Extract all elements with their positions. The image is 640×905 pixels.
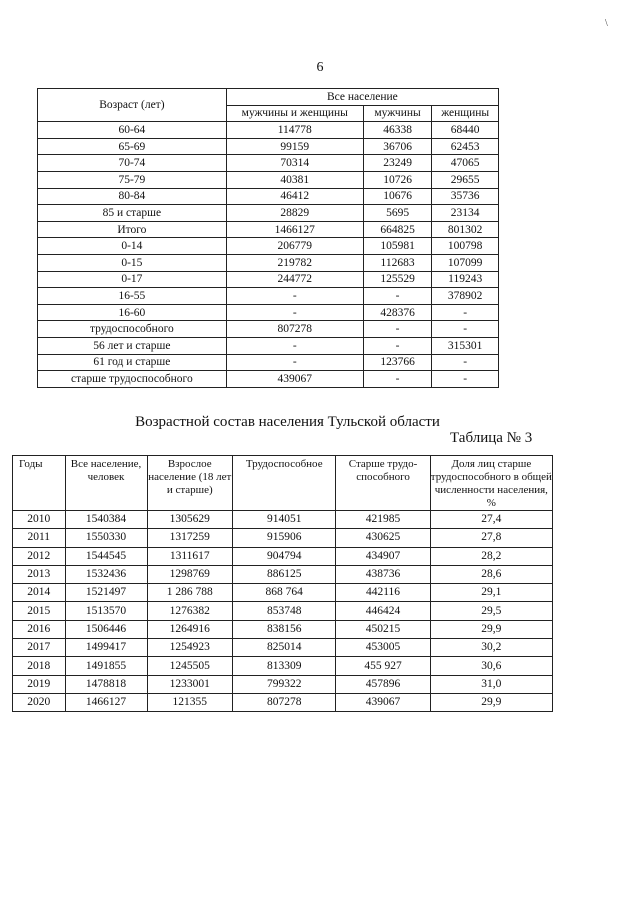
cell-age: 70-74 xyxy=(38,155,227,172)
cell-men: - xyxy=(363,321,432,338)
cell-share: 28,6 xyxy=(430,565,552,583)
table-row xyxy=(13,639,553,657)
cell-older: 446424 xyxy=(336,602,430,620)
cell-women: - xyxy=(432,371,499,388)
header-men-and-women: мужчины и женщины xyxy=(226,105,363,122)
cell-men: 125529 xyxy=(363,271,432,288)
cell-men: 36706 xyxy=(363,138,432,155)
cell-share: 27,8 xyxy=(430,529,552,547)
cell-total: 1532436 xyxy=(65,565,147,583)
cell-share: 29,5 xyxy=(430,602,552,620)
cell-adult: 1245505 xyxy=(147,657,233,675)
table-row xyxy=(38,321,499,338)
cell-year: 2019 xyxy=(13,675,66,693)
cell-both: 70314 xyxy=(226,155,363,172)
table-row xyxy=(13,511,553,529)
cell-adult: 1305629 xyxy=(147,511,233,529)
cell-women: 35736 xyxy=(432,188,499,205)
cell-year: 2018 xyxy=(13,657,66,675)
cell-working: 807278 xyxy=(233,693,336,711)
cell-share: 29,9 xyxy=(430,693,552,711)
cell-total: 1466127 xyxy=(65,693,147,711)
cell-both: 244772 xyxy=(226,271,363,288)
cell-year: 2016 xyxy=(13,620,66,638)
page-number: 6 xyxy=(316,60,324,75)
cell-women: 23134 xyxy=(432,205,499,222)
cell-men: 10676 xyxy=(363,188,432,205)
table-row xyxy=(38,337,499,354)
table-row xyxy=(13,529,553,547)
cell-year: 2012 xyxy=(13,547,66,565)
cell-older: 453005 xyxy=(336,639,430,657)
header-women: женщины xyxy=(432,105,499,122)
cell-men: 112683 xyxy=(363,254,432,271)
table-row xyxy=(38,288,499,305)
table-row xyxy=(38,354,499,371)
cell-both: 219782 xyxy=(226,254,363,271)
cell-men: 5695 xyxy=(363,205,432,222)
cell-working: 799322 xyxy=(233,675,336,693)
cell-adult: 1264916 xyxy=(147,620,233,638)
cell-older: 430625 xyxy=(336,529,430,547)
table-row xyxy=(13,602,553,620)
table-row xyxy=(38,171,499,188)
cell-total: 1491855 xyxy=(65,657,147,675)
cell-older: 439067 xyxy=(336,693,430,711)
table-row xyxy=(38,155,499,172)
cell-age: 16-60 xyxy=(38,304,227,321)
cell-both: 206779 xyxy=(226,238,363,255)
table-row xyxy=(13,565,553,583)
table-label: Таблица № 3 xyxy=(450,430,533,446)
cell-both: 28829 xyxy=(226,205,363,222)
cell-working: 838156 xyxy=(233,620,336,638)
cell-older: 455 927 xyxy=(336,657,430,675)
table-row xyxy=(38,254,499,271)
cell-adult: 121355 xyxy=(147,693,233,711)
header-adult-population: Взрослое население (18 лет и старше) xyxy=(147,456,233,511)
cell-both: - xyxy=(226,304,363,321)
cell-women: 119243 xyxy=(432,271,499,288)
cell-women: 801302 xyxy=(432,221,499,238)
section-title: Возрастной состав населения Тульской области xyxy=(135,414,440,430)
cell-year: 2020 xyxy=(13,693,66,711)
table-row xyxy=(38,371,499,388)
cell-women: 62453 xyxy=(432,138,499,155)
cell-women: 29655 xyxy=(432,171,499,188)
table-row xyxy=(13,693,553,711)
table-row xyxy=(13,657,553,675)
cell-men: - xyxy=(363,371,432,388)
header-years: Годы xyxy=(13,456,66,511)
cell-age: 16-55 xyxy=(38,288,227,305)
table-row xyxy=(38,238,499,255)
header-total-population: Все население, человек xyxy=(65,456,147,511)
cell-older: 434907 xyxy=(336,547,430,565)
table-row xyxy=(38,221,499,238)
age-table-body xyxy=(38,122,499,388)
cell-year: 2011 xyxy=(13,529,66,547)
cell-women: - xyxy=(432,354,499,371)
cell-share: 27,4 xyxy=(430,511,552,529)
cell-working: 868 764 xyxy=(233,584,336,602)
cell-share: 30,6 xyxy=(430,657,552,675)
cell-both: 46412 xyxy=(226,188,363,205)
cell-year: 2014 xyxy=(13,584,66,602)
cell-women: 378902 xyxy=(432,288,499,305)
table-row xyxy=(13,584,553,602)
cell-working: 915906 xyxy=(233,529,336,547)
cell-older: 457896 xyxy=(336,675,430,693)
cell-total: 1506446 xyxy=(65,620,147,638)
cell-age: 75-79 xyxy=(38,171,227,188)
table-row xyxy=(13,620,553,638)
cell-working: 914051 xyxy=(233,511,336,529)
cell-age: старше трудоспособного xyxy=(38,371,227,388)
cell-both: - xyxy=(226,354,363,371)
cell-working: 904794 xyxy=(233,547,336,565)
cell-both: - xyxy=(226,337,363,354)
cell-year: 2015 xyxy=(13,602,66,620)
cell-age: 60-64 xyxy=(38,122,227,139)
header-share-older: Доля лиц старше трудоспособного в общей численности населения, % xyxy=(430,456,552,511)
header-men: мужчины xyxy=(363,105,432,122)
cell-age: Итого xyxy=(38,221,227,238)
cell-both: 114778 xyxy=(226,122,363,139)
cell-men: 105981 xyxy=(363,238,432,255)
cell-adult: 1254923 xyxy=(147,639,233,657)
cell-both: - xyxy=(226,288,363,305)
cell-men: - xyxy=(363,288,432,305)
cell-adult: 1276382 xyxy=(147,602,233,620)
cell-total: 1499417 xyxy=(65,639,147,657)
cell-working: 853748 xyxy=(233,602,336,620)
header-age: Возраст (лет) xyxy=(38,89,227,122)
cell-age: 0-15 xyxy=(38,254,227,271)
table-row xyxy=(38,304,499,321)
header-working-age: Трудоспособное xyxy=(233,456,336,511)
cell-men: - xyxy=(363,337,432,354)
cell-men: 123766 xyxy=(363,354,432,371)
table-row xyxy=(13,547,553,565)
table-row xyxy=(38,188,499,205)
table-row xyxy=(38,205,499,222)
cell-women: 315301 xyxy=(432,337,499,354)
cell-age: 0-17 xyxy=(38,271,227,288)
cell-adult: 1 286 788 xyxy=(147,584,233,602)
cell-year: 2010 xyxy=(13,511,66,529)
cell-share: 29,1 xyxy=(430,584,552,602)
cell-men: 23249 xyxy=(363,155,432,172)
cell-adult: 1233001 xyxy=(147,675,233,693)
cell-total: 1544545 xyxy=(65,547,147,565)
cell-adult: 1317259 xyxy=(147,529,233,547)
cell-adult: 1311617 xyxy=(147,547,233,565)
header-all-population: Все население xyxy=(226,89,498,106)
cell-age: 65-69 xyxy=(38,138,227,155)
cell-both: 40381 xyxy=(226,171,363,188)
cell-age: 80-84 xyxy=(38,188,227,205)
cell-total: 1550330 xyxy=(65,529,147,547)
cell-age: 61 год и старше xyxy=(38,354,227,371)
cell-total: 1513570 xyxy=(65,602,147,620)
cell-both: 807278 xyxy=(226,321,363,338)
cell-women: - xyxy=(432,304,499,321)
age-population-table xyxy=(37,88,499,388)
cell-working: 825014 xyxy=(233,639,336,657)
cell-adult: 1298769 xyxy=(147,565,233,583)
table-row xyxy=(38,138,499,155)
table-row xyxy=(38,271,499,288)
cell-both: 99159 xyxy=(226,138,363,155)
cell-share: 31,0 xyxy=(430,675,552,693)
cell-age: 0-14 xyxy=(38,238,227,255)
cell-share: 28,2 xyxy=(430,547,552,565)
cell-total: 1478818 xyxy=(65,675,147,693)
cell-women: - xyxy=(432,321,499,338)
header-older-than-working: Старше трудо-способного xyxy=(336,456,430,511)
cell-women: 68440 xyxy=(432,122,499,139)
cell-older: 442116 xyxy=(336,584,430,602)
cell-men: 664825 xyxy=(363,221,432,238)
cell-year: 2017 xyxy=(13,639,66,657)
cell-women: 107099 xyxy=(432,254,499,271)
cell-age: 56 лет и старше xyxy=(38,337,227,354)
age-composition-body xyxy=(13,511,553,712)
cell-share: 30,2 xyxy=(430,639,552,657)
cell-age: трудоспособного xyxy=(38,321,227,338)
cell-total: 1540384 xyxy=(65,511,147,529)
cell-age: 85 и старше xyxy=(38,205,227,222)
cell-older: 438736 xyxy=(336,565,430,583)
cell-women: 100798 xyxy=(432,238,499,255)
table-row xyxy=(38,122,499,139)
cell-year: 2013 xyxy=(13,565,66,583)
cell-men: 428376 xyxy=(363,304,432,321)
table-row xyxy=(13,675,553,693)
cell-older: 450215 xyxy=(336,620,430,638)
cell-working: 886125 xyxy=(233,565,336,583)
cell-men: 10726 xyxy=(363,171,432,188)
cell-both: 1466127 xyxy=(226,221,363,238)
cell-share: 29,9 xyxy=(430,620,552,638)
scan-mark: \ xyxy=(605,18,608,29)
cell-women: 47065 xyxy=(432,155,499,172)
age-composition-table xyxy=(12,455,553,712)
cell-total: 1521497 xyxy=(65,584,147,602)
cell-older: 421985 xyxy=(336,511,430,529)
cell-both: 439067 xyxy=(226,371,363,388)
cell-working: 813309 xyxy=(233,657,336,675)
cell-men: 46338 xyxy=(363,122,432,139)
